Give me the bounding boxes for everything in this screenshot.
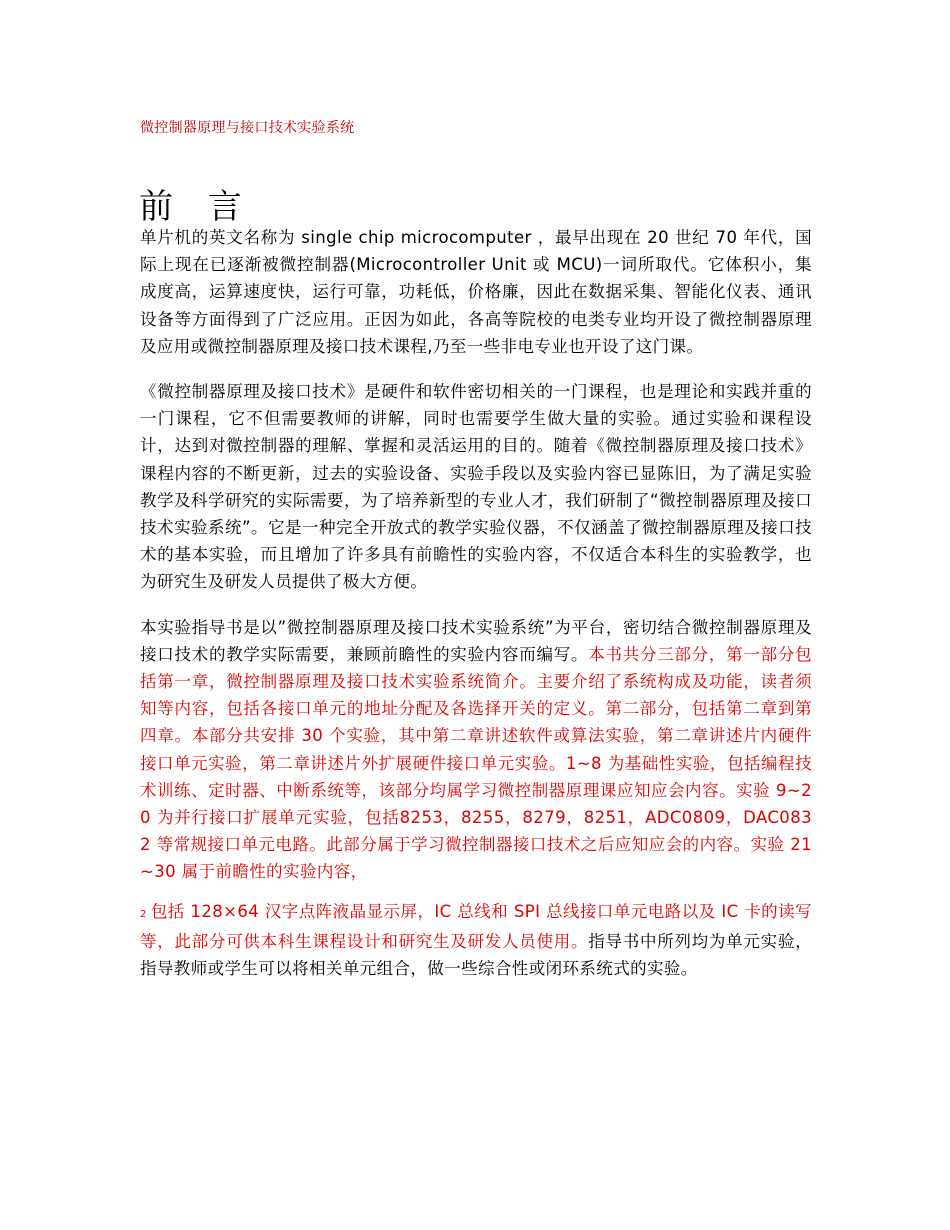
paragraph-book-structure bbox=[140, 614, 812, 886]
paragraph-intro: 单片机的英文名称为 single chip microcomputer ，最早出现在 20 世纪 70 年代，国际上现在已逐渐被微控制器(Microcontroller Unit 或 MCU)一词所取代。它体积小，集成度高，运算速度快，运行可靠，功耗低，价格廉，因此在数据采集、智能化仪表、通讯设备等方面得到了广泛应用。正因为如此，各高等院校的电类专业均开设了微控制器原理及应用或微控制器原理及接口技术课程,乃至一些非电专业也开设了这门课。 bbox=[140, 228, 812, 356]
paragraph-book-structure-highlight: 本书共分三部分，第一部分包括第一章，微控制器原理及接口技术实验系统简介。主要介绍了系统构成及功能，读者须知等内容，包括各接口单元的地址分配及各选择开关的定义。第二部分，包括第二章到第四章。本部分共安排 30 个实验，其中第二章讲述软件或算法实验，第二章讲述片内硬件接口单元实验，第二章讲述片外扩展硬件接口单元实验。1~8 为基础性实验，包括编程技术训练、定时器、中断系统等，该部分均属学习微控制器原理课应知应会内容。实验 9~20 为并行接口扩展单元实验，包括8253，8255，8279，8251，ADC0809，DAC0832 等常规接口单元电路。此部分属于学习微控制器接口技术之后应知应会的内容。实验 21~30 属于前瞻性的实验内容， bbox=[140, 644, 813, 882]
paragraph-advanced-text: 指导书中所列均为单元实验，指导教师或学生可以将相关单元组合，做一些综合性或闭环系统式的实验。 bbox=[140, 931, 813, 979]
page-number: 2 bbox=[140, 908, 147, 920]
paragraph-advanced bbox=[140, 898, 812, 983]
paragraph-advanced-highlight: 包括 128×64 汉字点阵液晶显示屏，IC 总线和 SPI 总线接口单元电路以及 IC 卡的读写等，此部分可供本科生课程设计和研究生及研发人员使用。 bbox=[140, 901, 812, 951]
page-title: 前 言 bbox=[139, 186, 254, 227]
paragraph-book-structure-intro: 本实验指导书是以”微控制器原理及接口技术实验系统”为平台，密切结合微控制器原理及接口技术的教学实际需要，兼顾前瞻性的实验内容而编写。 bbox=[140, 617, 812, 664]
document-header-title: 微控制器原理与接口技术实验系统 bbox=[140, 120, 355, 136]
document-body bbox=[140, 224, 812, 1000]
paragraph-course: 《微控制器原理及接口技术》是硬件和软件密切相关的一门课程，也是理论和实践并重的一门课程，它不但需要教师的讲解，同时也需要学生做大量的实验。通过实验和课程设计，达到对微控制器的理解、掌握和灵活运用的目的。随着《微控制器原理及接口技术》课程内容的不断更新，过去的实验设备、实验手段以及实验内容已显陈旧，为了满足实验教学及科学研究的实际需要，为了培养新型的专业人才，我们研制了“微控制器原理及接口技术实验系统”。它是一种完全开放式的教学实验仪器，不仅涵盖了微控制器原理及接口技术的基本实验，而且增加了许多具有前瞻性的实验内容，不仅适合本科生的实验教学，也为研究生及研发人员提供了极大方便。 bbox=[140, 382, 812, 592]
